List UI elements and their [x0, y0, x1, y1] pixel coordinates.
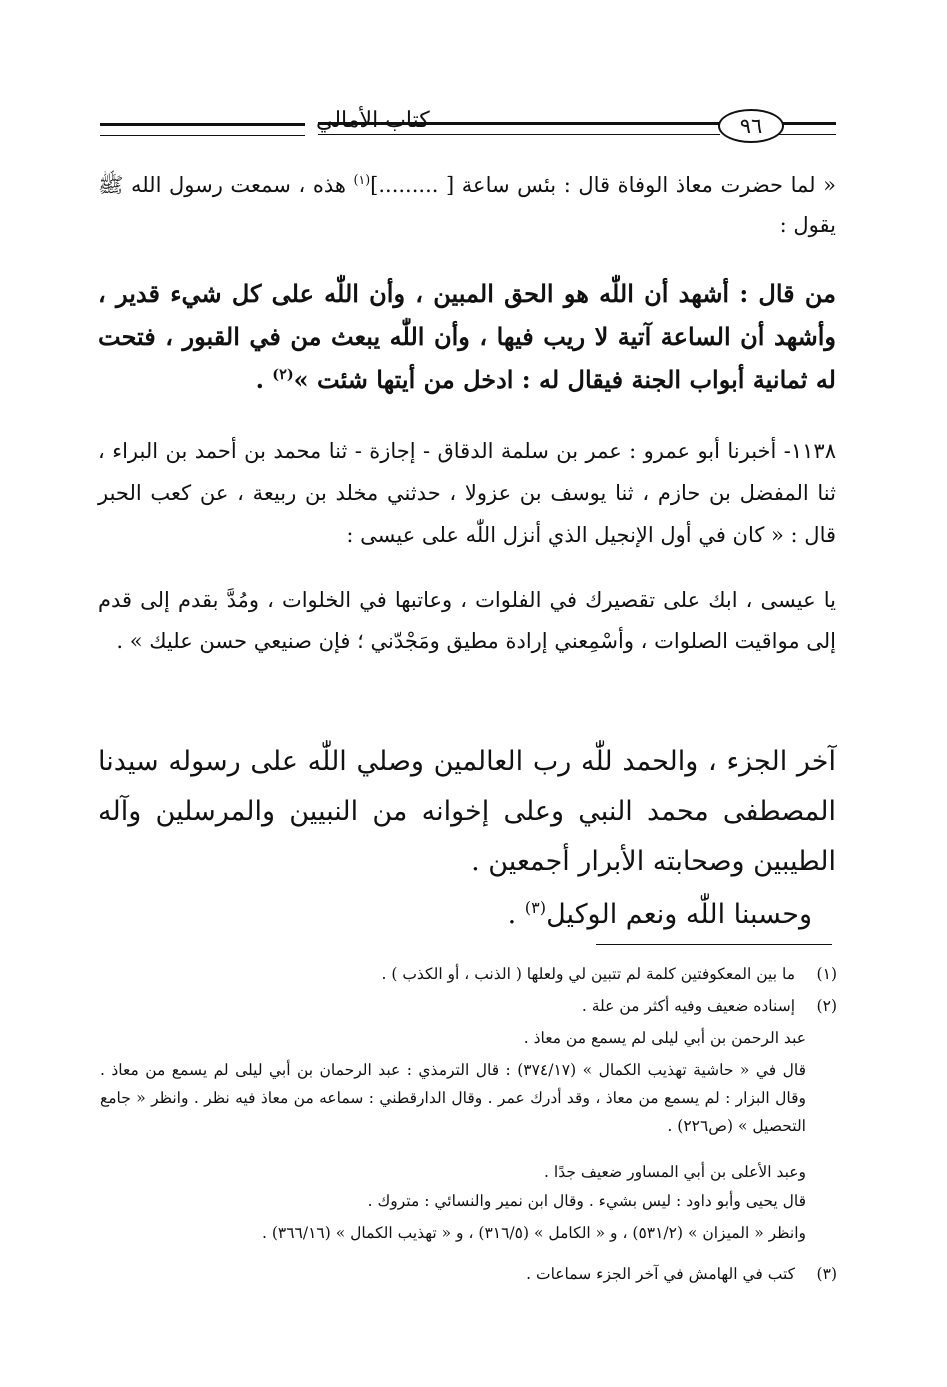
paragraph-hasbuna-text: وحسبنا اللّٰه ونعم الوكيل	[546, 899, 812, 930]
paragraph-intro-text-b: هذه ، سمعت رسول الله ﷺ يقول :	[98, 173, 836, 237]
footnote-2: إسناده ضعيف وفيه أكثر من علة .	[581, 997, 795, 1015]
paragraph-hasbuna	[508, 890, 812, 940]
footnote-2-abd-al-ala: وعبد الأعلى بن أبي المساور ضعيف جدًا .	[544, 1163, 806, 1181]
paragraph-hadith-tail: .	[255, 365, 273, 394]
footnote-2-line-narrator: عبد الرحمن بن أبي ليلى لم يسمع من معاذ .	[523, 1029, 806, 1047]
paragraph-hadith-text: من قال : أشهد أن اللّٰه هو الحق المبين ، وأن اللّٰه على كل شيء قدير ، وأشهد أن الساعة آتية لا ريب فيها ، وأن اللّٰه يبعث من في القبور ، فتحت له ثمانية أبواب الجنة فيقال له : ادخل من أيتها شئت »	[98, 279, 836, 394]
header-rule-left	[100, 123, 305, 136]
paragraph-intro-text-a: « لما حضرت معاذ الوفاة قال : بئس ساعة [ .........]	[370, 173, 836, 197]
footnote-ref-1: (١)	[353, 172, 371, 187]
paragraph-hasbuna-tail: .	[507, 899, 525, 930]
footnote-2-yahya: قال يحيى وأبو داود : ليس بشيء . وقال ابن نمير والنسائي : متروك .	[367, 1192, 806, 1210]
footnote-separator	[596, 944, 832, 945]
paragraph-intro	[98, 165, 836, 245]
footnote-ref-2: (٢)	[272, 366, 294, 383]
footnote-2-tahdhib-note: قال في « حاشية تهذيب الكمال » (٣٧٤/١٧) : قال الترمذي : عبد الرحمان بن أبي ليلى لم يسمع من معاذ . وقال البزار : لم يسمع من معاذ ، وقد أدرك عمر . وقال الدارقطني : سماعه من معاذ فيه نظر . وانظر « جامع التحصيل » (ص٢٢٦) .	[100, 1061, 806, 1135]
footnote-number-1: (١)	[816, 965, 837, 983]
page-number-badge	[718, 109, 784, 143]
book-title: كتاب الأمالي	[316, 108, 430, 133]
footnote-1: ما بين المعكوفتين كلمة لم تتبين لي ولعلها ( الذنب ، أو الكذب ) .	[381, 965, 795, 983]
page-number: ٩٦	[739, 113, 763, 138]
header-rule-right	[778, 122, 836, 135]
footnote-2-references: وانظر « الميزان » (٥٣١/٢) ، و « الكامل » (٣١٦/٥) ، و « تهذيب الكمال » (٣٦٦/١٦) .	[261, 1224, 806, 1242]
paragraph-closing: آخر الجزء ، والحمد للّٰه رب العالمين وصلي اللّٰه على رسوله سيدنا المصطفى محمد النبي وعلى إخوانه من النبيين والمرسلين وآله الطيبين وصحابته الأبرار أجمعين .	[98, 746, 836, 877]
paragraph-isnad: ١١٣٨- أخبرنا أبو عمرو : عمر بن سلمة الدقاق - إجازة - ثنا محمد بن أحمد بن البراء ، ثنا المفضل بن حازم ، ثنا يوسف بن عزولا ، حدثني مخلد بن ربيعة ، عن كعب الحبر قال : « كان في أول الإنجيل الذي أنزل اللّٰه على عيسى :	[98, 439, 836, 547]
footnote-number-2: (٢)	[816, 997, 837, 1015]
footnote-3: كتب في الهامش في آخر الجزء سماعات .	[526, 1265, 795, 1283]
footnote-number-3: (٣)	[816, 1265, 837, 1283]
paragraph-hadith	[98, 272, 836, 401]
footnote-ref-3: (٣)	[524, 898, 547, 917]
paragraph-injil-quote: يا عيسى ، ابك على تقصيرك في الفلوات ، وعاتبها في الخلوات ، ومُدَّ بقدم إلى قدم إلى مواقيت الصلوات ، وأسْمِعني إرادة مطيق ومَجْدّني ؛ فإن صنيعي حسن عليك » .	[98, 588, 836, 653]
